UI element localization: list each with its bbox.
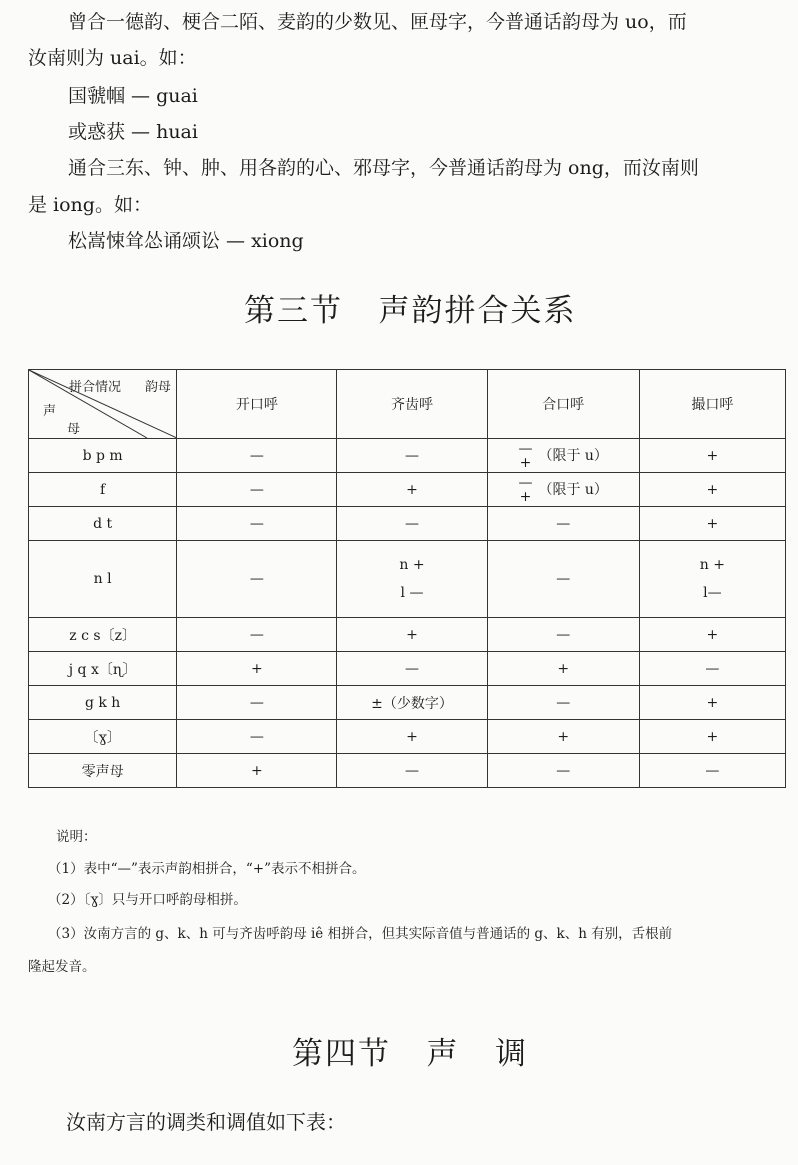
cuokou-cell: +: [639, 507, 785, 541]
cuokou-cell: [639, 541, 785, 618]
initial-final-combination-table: [28, 369, 786, 788]
hekou-note: （限于 u）: [538, 481, 608, 498]
table-row: [29, 652, 786, 686]
qichi-cell: +: [337, 473, 487, 507]
table-row: [29, 473, 786, 507]
initial-cell: z c s〔z〕: [29, 618, 177, 652]
initial-cell: f: [29, 473, 177, 507]
section-3-heading: 第三节 声韵拼合关系: [244, 293, 577, 329]
corner-label-initial-2: 母: [67, 422, 81, 437]
cuokou-n: n +: [699, 557, 725, 573]
hekou-cell: —: [487, 754, 639, 788]
table-row: [29, 754, 786, 788]
hekou-cell: [487, 439, 639, 473]
table-row: [29, 541, 786, 618]
intro-line-4: 是 iong。如：: [28, 194, 152, 216]
col-header-cuokou: 撮口呼: [639, 370, 785, 439]
corner-label-initial-1: 声: [43, 404, 57, 419]
hekou-cell: —: [487, 541, 639, 618]
hekou-cell: —: [487, 618, 639, 652]
hekou-cell: +: [487, 652, 639, 686]
cuokou-cell: +: [639, 686, 785, 720]
hekou-cell: [487, 473, 639, 507]
corner-label-combination: 拼合情况: [69, 380, 122, 395]
kaikou-cell: —: [177, 473, 337, 507]
qichi-cell: —: [337, 507, 487, 541]
table-row: [29, 439, 786, 473]
cuokou-l: l—: [703, 585, 722, 601]
qichi-cell: [337, 541, 487, 618]
table-row: [29, 720, 786, 754]
example-xiong: 松嵩悚耸怂诵颂讼 — xiong: [68, 230, 304, 252]
kaikou-cell: —: [177, 686, 337, 720]
initial-cell: 〔ɣ〕: [29, 720, 177, 754]
kaikou-cell: —: [177, 507, 337, 541]
mark-stack: — +: [518, 474, 533, 505]
hekou-cell: +: [487, 720, 639, 754]
cuokou-cell: +: [639, 618, 785, 652]
col-header-qichi: 齐齿呼: [337, 370, 487, 439]
qichi-n: n +: [399, 557, 425, 573]
note-3-line-2: 隆起发音。: [28, 959, 96, 975]
mark-stack: — +: [518, 440, 533, 471]
initial-cell: b p m: [29, 439, 177, 473]
note-2: （2）〔ɣ〕只与开口呼韵母相拼。: [48, 892, 247, 908]
qichi-cell: —: [337, 652, 487, 686]
col-header-kaikou: 开口呼: [177, 370, 337, 439]
note-1: （1）表中“—”表示声韵相拼合，“+”表示不相拼合。: [48, 861, 366, 877]
cuokou-cell: +: [639, 720, 785, 754]
cuokou-cell: —: [639, 652, 785, 686]
initial-cell: n l: [29, 541, 177, 618]
corner-header-cell: [29, 370, 177, 439]
hekou-note: （限于 u）: [538, 447, 608, 464]
note-3-line-1: （3）汝南方言的 g、k、h 可与齐齿呼韵母 iê 相拼合，但其实际音值与普通话的 g、k、h 有别，舌根前: [48, 926, 673, 942]
qichi-cell: +: [337, 720, 487, 754]
example-guai: 国虢帼 — guai: [68, 85, 198, 107]
qichi-cell: —: [337, 439, 487, 473]
kaikou-cell: —: [177, 720, 337, 754]
kaikou-cell: +: [177, 754, 337, 788]
cuokou-cell: +: [639, 473, 785, 507]
initial-cell: g k h: [29, 686, 177, 720]
table-row: [29, 618, 786, 652]
table-header-row: [29, 370, 786, 439]
initial-cell: 零声母: [29, 754, 177, 788]
example-huai: 或惑获 — huai: [68, 121, 198, 143]
qichi-cell: ±（少数字）: [337, 686, 487, 720]
intro-line-1: 曾合一德韵、梗合二陌、麦韵的少数见、匣母字，今普通话韵母为 uo，而: [68, 11, 687, 33]
kaikou-cell: —: [177, 618, 337, 652]
outro-line: 汝南方言的调类和调值如下表：: [66, 1110, 346, 1134]
col-header-hekou: 合口呼: [487, 370, 639, 439]
kaikou-cell: —: [177, 439, 337, 473]
table-row: [29, 507, 786, 541]
qichi-l: l —: [400, 585, 424, 601]
hekou-cell: —: [487, 507, 639, 541]
hekou-cell: —: [487, 686, 639, 720]
section-4-heading: 第四节 声 调: [292, 1036, 529, 1072]
kaikou-cell: —: [177, 541, 337, 618]
table-row: [29, 686, 786, 720]
intro-line-3: 通合三东、钟、肿、用各韵的心、邪母字，今普通话韵母为 ong，而汝南则: [68, 157, 699, 179]
kaikou-cell: +: [177, 652, 337, 686]
cuokou-cell: +: [639, 439, 785, 473]
intro-line-2: 汝南则为 uai。如：: [28, 47, 197, 69]
qichi-cell: —: [337, 754, 487, 788]
initial-cell: j q x〔ɳ〕: [29, 652, 177, 686]
qichi-cell: +: [337, 618, 487, 652]
corner-label-final: 韵母: [145, 380, 172, 395]
initial-cell: d t: [29, 507, 177, 541]
cuokou-cell: —: [639, 754, 785, 788]
notes-heading: 说明：: [56, 829, 97, 845]
